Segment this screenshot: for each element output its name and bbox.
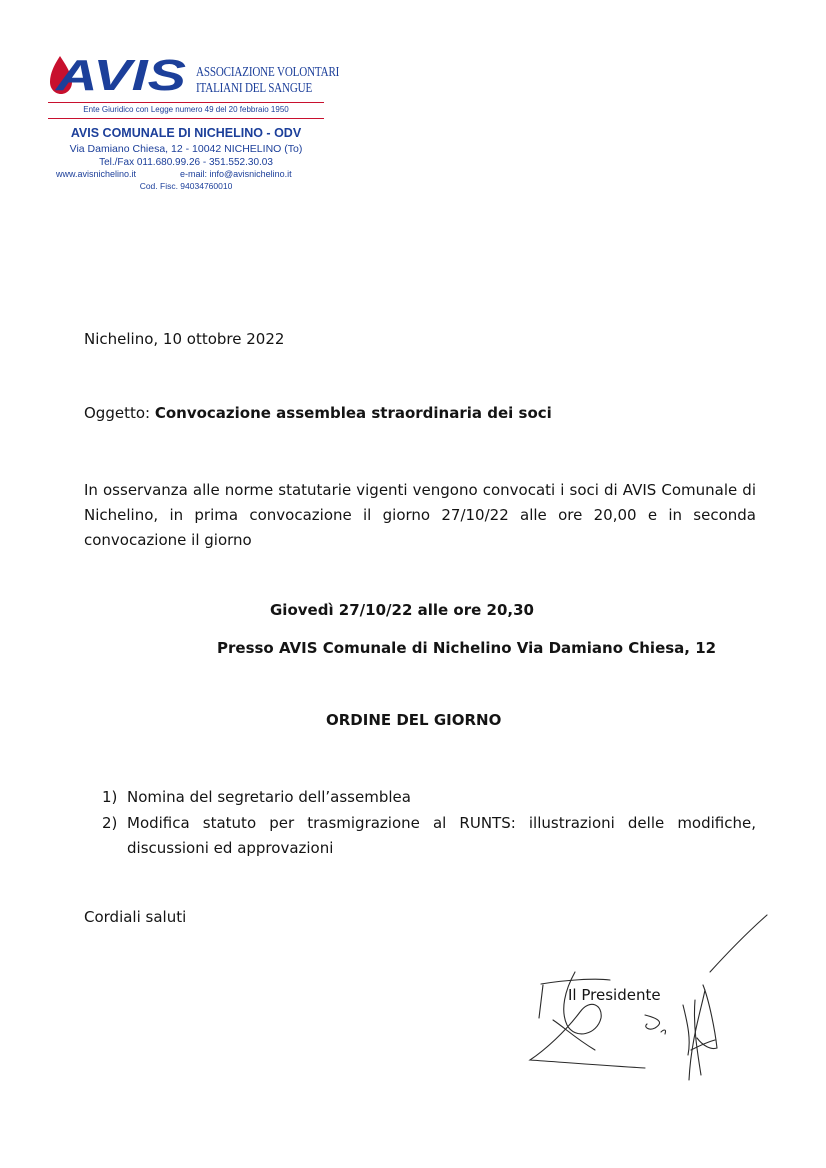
signatory-title: Il Presidente <box>568 986 661 1004</box>
convocation-paragraph: In osservanza alle norme statutarie vigenti vengono convocati i soci di AVIS Comunale di Nichelino, in prima convocazione il giorno 27/10/22 alle ore 20,00 e in seconda convocazione il giorno <box>84 481 756 549</box>
association-name-line2: ITALIANI DEL SANGUE <box>196 80 313 95</box>
phone: Tel./Fax 011.680.99.26 - 351.552.30.03 <box>99 157 273 168</box>
subject-text: Convocazione assemblea straordinaria dei soci <box>154 404 552 422</box>
letterhead-divider-top <box>48 102 324 103</box>
avis-logo <box>46 52 188 96</box>
agenda-item-number: 2) <box>102 814 118 832</box>
agenda-item-text: Modifica statuto per trasmigrazione al RUNTS: illustrazioni delle modifiche, discussioni ed approvazioni <box>127 814 756 857</box>
letterhead-divider-bottom <box>48 118 324 119</box>
subject-line <box>84 404 552 422</box>
tax-code: Cod. Fisc. 94034760010 <box>139 181 233 191</box>
legal-note: Ente Giuridico con Legge numero 49 del 20 febbraio 1950 <box>83 105 289 114</box>
meeting-datetime: Giovedì 27/10/22 alle ore 20,30 <box>270 601 534 619</box>
logo-wordmark: AVIS <box>54 52 187 96</box>
agenda-title: ORDINE DEL GIORNO <box>326 711 502 729</box>
website-link[interactable]: www.avisnichelino.it <box>56 169 137 179</box>
agenda-item-text: Nomina del segretario dell’assemblea <box>127 788 411 806</box>
agenda-item <box>102 811 756 861</box>
place-date: Nichelino, 10 ottobre 2022 <box>84 330 285 348</box>
meeting-location: Presso AVIS Comunale di Nichelino Via Damiano Chiesa, 12 <box>217 639 717 657</box>
subject-label: Oggetto: <box>84 404 155 422</box>
email-link[interactable]: e-mail: info@avisnichelino.it <box>180 169 292 179</box>
association-name-line1: ASSOCIAZIONE VOLONTARI <box>196 64 340 79</box>
closing-greeting: Cordiali saluti <box>84 908 187 926</box>
organization-name: AVIS COMUNALE DI NICHELINO - ODV <box>70 126 302 140</box>
address: Via Damiano Chiesa, 12 - 10042 NICHELINO (To) <box>69 143 303 155</box>
agenda-item <box>102 785 756 810</box>
agenda-item-number: 1) <box>102 788 118 806</box>
